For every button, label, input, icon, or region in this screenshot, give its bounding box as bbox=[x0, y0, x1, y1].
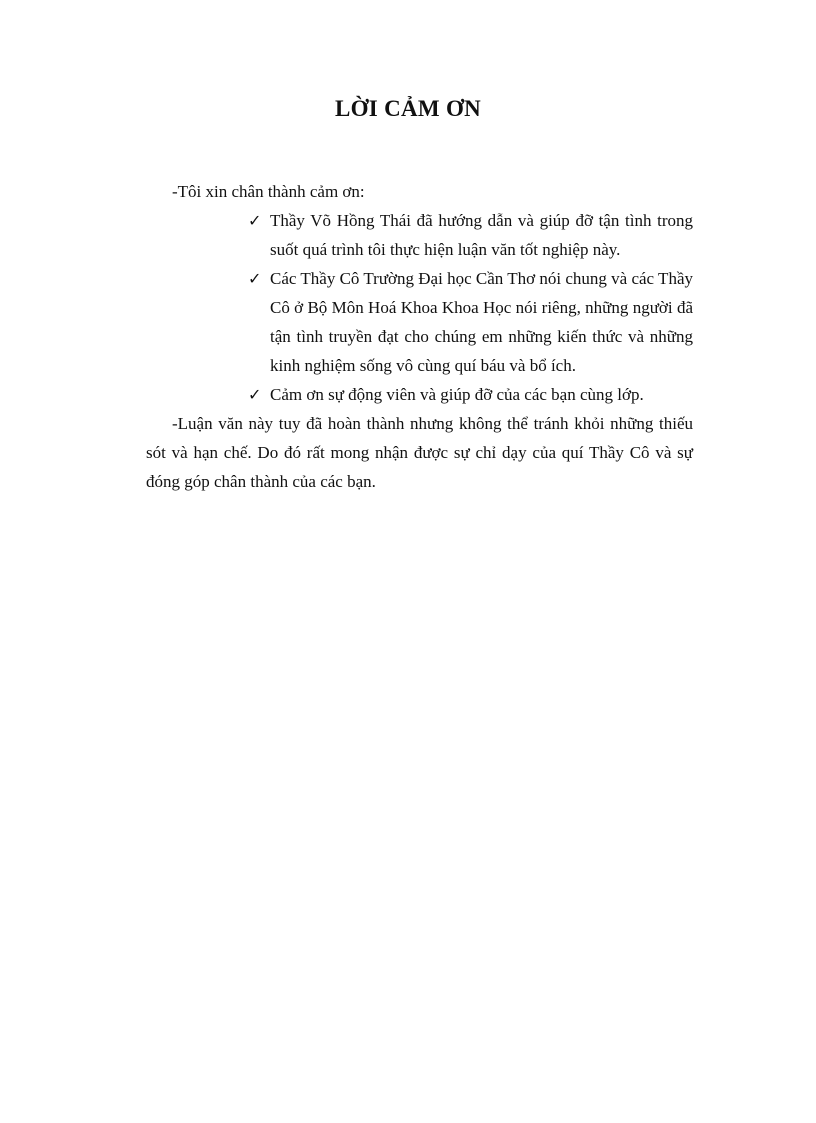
thanks-list bbox=[146, 206, 693, 409]
list-item bbox=[146, 264, 693, 380]
checkmark-icon: ✓ bbox=[248, 385, 262, 404]
acknowledgement-body bbox=[146, 177, 693, 496]
list-item-text: Thầy Võ Hồng Thái đã hướng dẫn và giúp đỡ tận tình trong suốt quá trình tôi thực hiện luận văn tốt nghiệp này. bbox=[270, 211, 693, 259]
list-item-text: Cảm ơn sự động viên và giúp đỡ của các bạn cùng lớp. bbox=[270, 385, 644, 404]
intro-line: -Tôi xin chân thành cảm ơn: bbox=[172, 182, 365, 201]
list-item bbox=[146, 206, 693, 264]
list-item-text: Các Thầy Cô Trường Đại học Cần Thơ nói chung và các Thầy Cô ở Bộ Môn Hoá Khoa Khoa Học nói riêng, những người đã tận tình truyền đạt cho chúng em những kiến thức và những kinh nghiệm sống vô cùng quí báu và bổ ích. bbox=[270, 269, 693, 375]
closing-paragraph: -Luận văn này tuy đã hoàn thành nhưng không thể tránh khỏi những thiếu sót và hạn chế. Do đó rất mong nhận được sự chỉ dạy của quí Thầy Cô và sự đóng góp chân thành của các bạn. bbox=[146, 414, 693, 491]
checkmark-icon: ✓ bbox=[248, 211, 262, 230]
list-item bbox=[146, 380, 693, 409]
checkmark-icon: ✓ bbox=[248, 269, 262, 288]
page-title: LỜI CẢM ƠN bbox=[334, 96, 482, 121]
